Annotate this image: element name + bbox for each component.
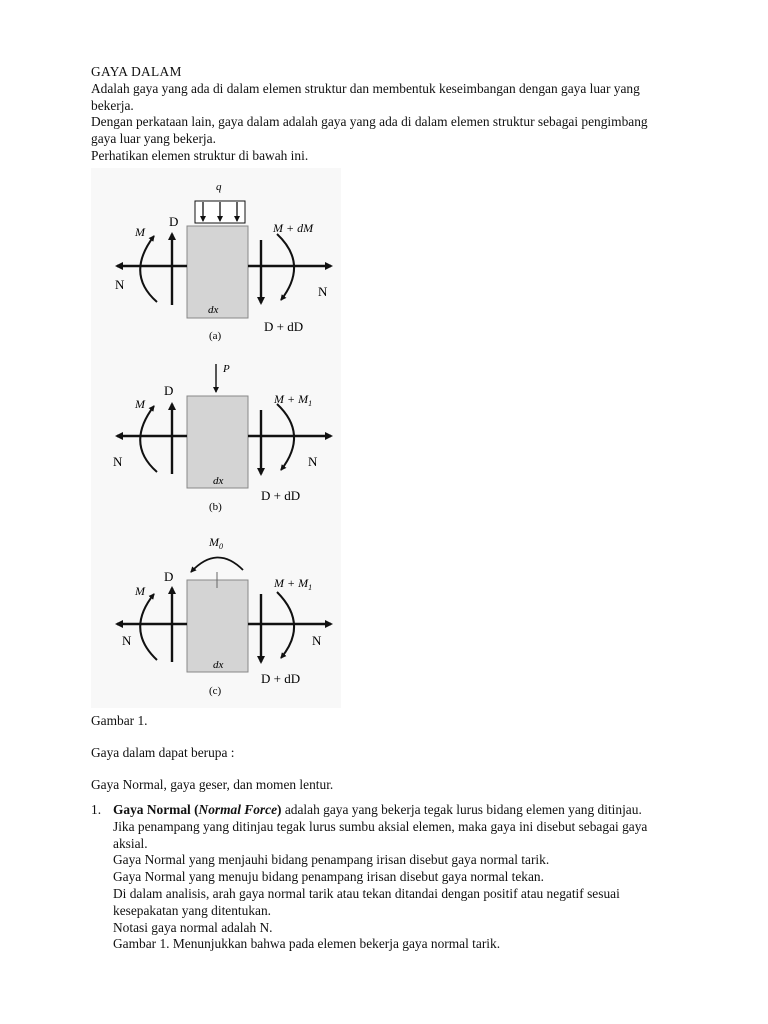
- intro-line: bekerja.: [91, 97, 134, 113]
- moment-label-right: [273, 576, 312, 592]
- intro-line: Dengan perkataan lain, gaya dalam adalah gaya yang ada di dalam elemen struktur sebagai pengimbang: [91, 114, 648, 130]
- moment-label-right: M + dM: [273, 221, 314, 235]
- body-section: [91, 713, 691, 808]
- list-line: Gaya Normal yang menjauhi bidang penampang irisan disebut gaya normal tarik.: [113, 852, 550, 868]
- list-line: Di dalam analisis, arah gaya normal tarik atau tekan ditandai dengan positif atau negatif sesuai: [113, 885, 620, 901]
- normal-label-left: N: [113, 454, 123, 469]
- panel-b: [113, 363, 331, 513]
- panel-c: [117, 535, 331, 697]
- list-line: Gaya Normal yang menuju bidang penampang irisan disebut gaya normal tekan.: [113, 869, 544, 885]
- normal-label-right: N: [318, 284, 328, 299]
- list-line: Gambar 1. Menunjukkan bahwa pada elemen bekerja gaya normal tarik.: [113, 936, 501, 952]
- panel-caption: (a): [209, 330, 222, 342]
- load-label: q: [216, 181, 222, 193]
- moment-label-left: M: [135, 397, 145, 411]
- moment-label-right-sub: 1: [308, 583, 313, 592]
- moment-label-right: [273, 392, 312, 408]
- term-bold-close: ): [277, 802, 282, 817]
- intro-line: gaya luar yang bekerja.: [91, 131, 216, 147]
- shear-label-left: D: [164, 569, 174, 584]
- shear-label-right: D + dD: [261, 671, 301, 686]
- applied-moment-arrow: [191, 557, 243, 572]
- moment-arrow-left: [140, 406, 157, 472]
- load-label-main: M: [209, 535, 219, 549]
- normal-label-right: N: [308, 454, 318, 469]
- list-line: kesepakatan yang ditentukan.: [113, 902, 272, 918]
- term-bold: Gaya Normal (: [113, 802, 199, 817]
- paragraph: Gaya dalam dapat berupa :: [91, 744, 235, 760]
- list-line: Notasi gaya normal adalah N.: [113, 919, 273, 935]
- structural-element-figure: [91, 168, 341, 708]
- list-item-lead: [113, 802, 691, 819]
- moment-label-left: M: [135, 584, 145, 598]
- moment-label-right-main: M + M: [274, 576, 309, 590]
- element-length-label: dx: [208, 304, 219, 316]
- lead-text: adalah gaya yang bekerja tegak lurus bidang elemen yang ditinjau.: [281, 802, 642, 817]
- load-label-sub: 0: [219, 542, 223, 551]
- moment-label-left: M: [135, 225, 145, 239]
- load-label: [208, 535, 223, 551]
- free-body-diagrams: [91, 168, 341, 708]
- page-title: GAYA DALAM: [91, 64, 182, 79]
- shear-label-right: D + dD: [261, 488, 301, 503]
- intro-line: Perhatikan elemen struktur di bawah ini.: [91, 147, 309, 163]
- intro-section: [91, 64, 691, 165]
- term-bold-italic: Normal Force: [198, 802, 278, 817]
- moment-arrow-left: [140, 594, 157, 660]
- moment-label-right-main: M + M: [274, 392, 309, 406]
- panel-caption: (b): [209, 501, 222, 513]
- panel-caption: (c): [209, 685, 222, 697]
- element-length-label: dx: [213, 475, 224, 487]
- shear-label-left: D: [164, 383, 174, 398]
- paragraph: Gaya Normal, gaya geser, dan momen lentur.: [91, 776, 334, 792]
- moment-arrow-left: [140, 236, 157, 302]
- figure-caption: Gambar 1.: [91, 713, 148, 728]
- list-item-body: [113, 802, 691, 953]
- element-length-label: dx: [213, 659, 224, 671]
- normal-label-right: N: [312, 633, 322, 648]
- list-line: Jika penampang yang ditinjau tegak lurus sumbu aksial elemen, maka gaya ini disebut sebagai gaya: [113, 818, 648, 834]
- intro-line: Adalah gaya yang ada di dalam elemen struktur dan membentuk keseimbangan dengan gaya luar yang: [91, 80, 640, 96]
- load-label: P: [223, 363, 230, 375]
- numbered-list: [91, 802, 691, 953]
- panel-a: [115, 181, 331, 342]
- normal-label-left: N: [115, 277, 125, 292]
- moment-label-right-sub: 1: [308, 399, 313, 408]
- list-item-number: 1.: [91, 802, 102, 817]
- list-line: aksial.: [113, 835, 148, 851]
- shear-label-right: D + dD: [264, 319, 304, 334]
- shear-label-left: D: [169, 214, 179, 229]
- list-item: [91, 802, 691, 953]
- normal-label-left: N: [122, 633, 132, 648]
